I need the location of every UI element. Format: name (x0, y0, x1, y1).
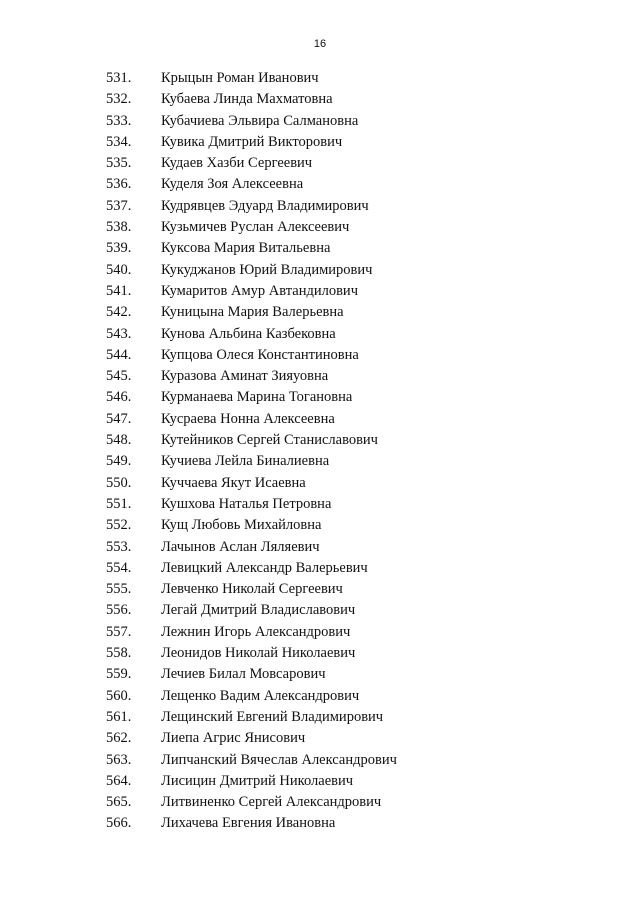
list-item (0, 515, 640, 536)
list-item (0, 174, 640, 195)
entry-name: Кушхова Наталья Петровна (161, 495, 332, 512)
entry-number: 534. (106, 133, 132, 150)
entry-number: 561. (106, 708, 132, 725)
entry-number: 541. (106, 282, 132, 299)
entry-name: Лачынов Аслан Ляляевич (161, 538, 320, 555)
list-item (0, 473, 640, 494)
entry-name: Кудрявцев Эдуард Владимирович (161, 197, 369, 214)
list-item (0, 196, 640, 217)
entry-name: Левицкий Александр Валерьевич (161, 559, 368, 576)
entry-name: Кумаритов Амур Автандилович (161, 282, 358, 299)
entry-name: Кунова Альбина Казбековна (161, 325, 336, 342)
entry-number: 535. (106, 155, 132, 172)
list-item (0, 68, 640, 89)
list-item (0, 451, 640, 472)
entry-number: 537. (106, 197, 132, 214)
entry-number: 556. (106, 602, 132, 619)
entry-number: 548. (106, 432, 132, 449)
entry-name: Кущ Любовь Михайловна (161, 517, 322, 534)
list-item (0, 430, 640, 451)
entry-name: Леонидов Николай Николаевич (161, 645, 356, 662)
list-item (0, 792, 640, 813)
entry-number: 532. (106, 91, 132, 108)
entry-name: Кукуджанов Юрий Владимирович (161, 261, 373, 278)
entry-number: 545. (106, 368, 132, 385)
entry-number: 553. (106, 538, 132, 555)
entry-number: 540. (106, 261, 132, 278)
entry-name: Лежнин Игорь Александрович (161, 623, 351, 640)
entry-number: 554. (106, 559, 132, 576)
page-number: 16 (313, 38, 327, 50)
list-item (0, 302, 640, 323)
entry-name: Лихачева Евгения Ивановна (161, 815, 336, 832)
list-item (0, 707, 640, 728)
entry-name: Лисицин Дмитрий Николаевич (161, 772, 354, 789)
list-item (0, 728, 640, 749)
entry-number: 543. (106, 325, 132, 342)
entry-number: 546. (106, 389, 132, 406)
list-item (0, 771, 640, 792)
entry-number: 549. (106, 453, 132, 470)
list-item (0, 664, 640, 685)
entry-number: 564. (106, 772, 132, 789)
list-item (0, 558, 640, 579)
list-item (0, 217, 640, 238)
entry-number: 566. (106, 815, 132, 832)
entry-name: Кузьмичев Руслан Алексеевич (161, 219, 350, 236)
entry-name: Легай Дмитрий Владиславович (161, 602, 356, 619)
entry-number: 539. (106, 240, 132, 257)
entry-number: 551. (106, 495, 132, 512)
entry-name: Кудаев Хазби Сергеевич (161, 155, 313, 172)
list-item (0, 537, 640, 558)
entry-number: 559. (106, 666, 132, 683)
entry-number: 565. (106, 794, 132, 811)
entry-name: Кубачиева Эльвира Салмановна (161, 112, 359, 129)
name-list (0, 68, 640, 835)
list-item (0, 260, 640, 281)
entry-number: 563. (106, 751, 132, 768)
entry-number: 542. (106, 304, 132, 321)
entry-name: Курманаева Марина Тогановна (161, 389, 353, 406)
entry-name: Куницына Мария Валерьевна (161, 304, 344, 321)
entry-number: 547. (106, 410, 132, 427)
list-item (0, 622, 640, 643)
entry-number: 552. (106, 517, 132, 534)
entry-name: Лиепа Агрис Янисович (161, 730, 306, 747)
entry-name: Кучиева Лейла Биналиевна (161, 453, 330, 470)
entry-number: 531. (106, 70, 132, 86)
entry-name: Левченко Николай Сергеевич (161, 581, 343, 598)
list-item (0, 750, 640, 771)
entry-name: Липчанский Вячеслав Александрович (161, 751, 397, 768)
entry-number: 536. (106, 176, 132, 193)
entry-name: Лечиев Билал Мовсарович (161, 666, 326, 683)
list-item (0, 579, 640, 600)
list-item (0, 153, 640, 174)
list-item (0, 643, 640, 664)
entry-number: 558. (106, 645, 132, 662)
entry-name: Лещинский Евгений Владимирович (161, 708, 384, 725)
list-item (0, 324, 640, 345)
entry-name: Куксова Мария Витальевна (161, 240, 331, 257)
entry-number: 538. (106, 219, 132, 236)
list-item (0, 238, 640, 259)
entry-name: Куделя Зоя Алексеевна (161, 176, 304, 193)
entry-number: 550. (106, 474, 132, 491)
list-item (0, 89, 640, 110)
list-item (0, 600, 640, 621)
list-item (0, 111, 640, 132)
entry-name: Лещенко Вадим Александрович (161, 687, 360, 704)
entry-number: 557. (106, 623, 132, 640)
entry-name: Кувика Дмитрий Викторович (161, 133, 343, 150)
entry-name: Крыцын Роман Иванович (161, 70, 319, 86)
entry-number: 533. (106, 112, 132, 129)
list-item (0, 409, 640, 430)
entry-name: Литвиненко Сергей Александрович (161, 794, 382, 811)
entry-name: Куччаева Якут Исаевна (161, 474, 306, 491)
list-item (0, 813, 640, 834)
list-item (0, 494, 640, 515)
entry-number: 560. (106, 687, 132, 704)
entry-name: Кусраева Нонна Алексеевна (161, 410, 335, 427)
entry-number: 562. (106, 730, 132, 747)
list-item (0, 132, 640, 153)
entry-number: 555. (106, 581, 132, 598)
list-item (0, 345, 640, 366)
entry-number: 544. (106, 346, 132, 363)
list-item (0, 686, 640, 707)
entry-name: Купцова Олеся Константиновна (161, 346, 359, 363)
list-item (0, 366, 640, 387)
list-item (0, 281, 640, 302)
entry-name: Куразова Аминат Зияуовна (161, 368, 329, 385)
entry-name: Кутейников Сергей Станиславович (161, 432, 378, 449)
entry-name: Кубаева Линда Махматовна (161, 91, 333, 108)
list-item (0, 387, 640, 408)
